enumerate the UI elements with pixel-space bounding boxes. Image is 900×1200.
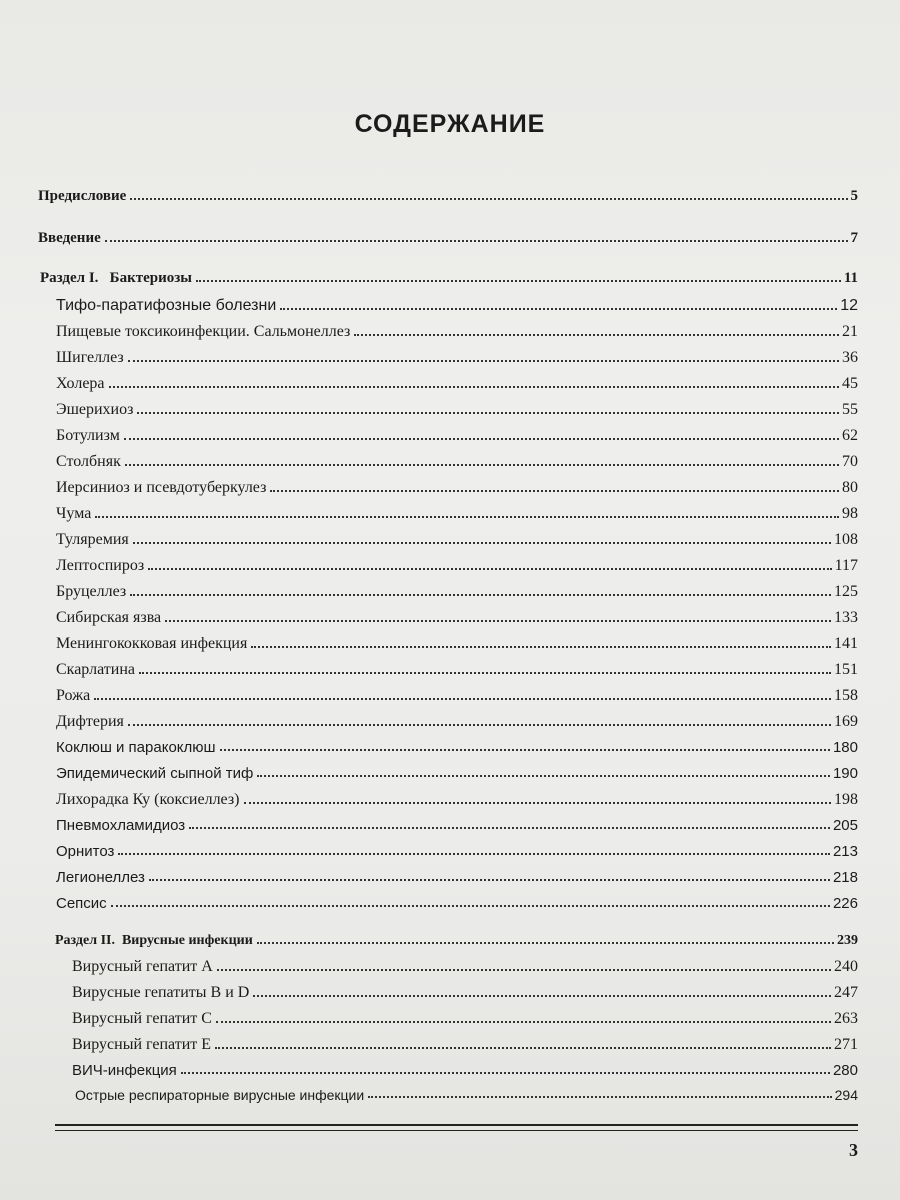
toc-entry-label: Иерсиниоз и псевдотуберкулез [56,479,267,496]
toc-entry[interactable] [56,687,858,705]
toc-entry[interactable] [56,323,858,341]
dot-leader [130,198,847,200]
dot-leader [165,620,831,622]
toc-entry-label: Дифтерия [56,713,124,730]
dot-leader [118,853,830,855]
toc-entry-label: Бруцеллез [56,583,127,600]
toc-entry-label: Сепсис [56,895,107,912]
toc-entry-page: 45 [842,375,858,392]
toc-entry-page: 158 [834,687,858,704]
dot-leader [280,308,837,310]
toc-entry-label: Введение [38,230,101,246]
toc-entry[interactable] [38,188,858,205]
toc-entry-label: Острые респираторные вирусные инфекции [75,1087,365,1103]
dot-leader [149,879,830,881]
dot-leader [105,240,848,242]
toc-entry-label: Коклюш и паракоклюш [56,739,216,756]
toc-entry-label: Эпидемический сыпной тиф [56,765,254,782]
dot-leader [257,775,830,777]
toc-entry[interactable] [56,427,858,445]
toc-entry-label: Легионеллез [56,869,145,886]
toc-entry-label: Лихорадка Ку (коксиеллез) [56,791,240,808]
toc-entry-page: 213 [832,843,858,860]
toc-entry[interactable] [72,958,858,976]
toc-entry-page: 36 [842,349,858,366]
toc-entry-page: 263 [834,1010,858,1027]
page-title: СОДЕРЖАНИЕ [354,110,546,138]
toc-entry-label: Пищевые токсикоинфекции. Сальмонеллез [56,323,351,340]
dot-leader [220,749,830,751]
toc-entry-label: Туляремия [56,531,129,548]
toc-entry-page: 180 [832,739,858,756]
toc-entry[interactable] [56,739,858,756]
toc-entry-label: Вирусные гепатиты В и D [72,984,250,1001]
toc-entry[interactable] [56,713,858,731]
dot-leader [128,360,839,362]
dot-leader [270,490,839,492]
dot-leader [216,1021,831,1023]
toc-entry-label: Раздел I. Бактериозы [40,270,192,286]
toc-entry[interactable] [56,869,858,886]
toc-entry-page: 133 [834,609,858,626]
dot-leader [124,438,839,440]
toc-entry-label: Ботулизм [56,427,120,444]
toc-entry-page: 108 [834,531,858,548]
toc-entry-label: Столбняк [56,453,121,470]
dot-leader [217,969,831,971]
toc-entry-page: 240 [834,958,858,975]
toc-entry[interactable] [56,375,858,393]
footer-rule [55,1124,858,1126]
toc-entry[interactable] [56,843,858,860]
toc-entry-label: Орнитоз [56,843,115,860]
dot-leader [215,1047,831,1049]
dot-leader [189,827,830,829]
toc-entry[interactable] [56,297,858,315]
toc-entry[interactable] [56,765,858,782]
toc-entry[interactable] [72,1010,858,1028]
toc-entry[interactable] [56,453,858,471]
toc-entry-page: 7 [850,230,858,246]
dot-leader [139,672,831,674]
toc-entry-page: 21 [842,323,858,340]
dot-leader [111,905,830,907]
dot-leader [133,542,831,544]
dot-leader [128,724,831,726]
toc-entry-page: 239 [837,933,858,948]
toc-entry-page: 151 [834,661,858,678]
toc-entry-page: 98 [842,505,858,522]
toc-entry-label: Вирусный гепатит А [72,958,213,975]
toc-entry[interactable] [56,817,858,834]
toc-entry-page: 80 [842,479,858,496]
toc-entry[interactable] [56,583,858,601]
toc-entry-page: 190 [832,765,858,782]
dot-leader [257,942,834,944]
toc-entry-page: 125 [834,583,858,600]
toc-entry[interactable] [56,557,858,575]
toc-entry-label: Сибирская язва [56,609,162,626]
toc-entry-label: Вирусный гепатит Е [72,1036,212,1053]
toc-entry[interactable] [56,609,858,627]
dot-leader [253,995,831,997]
toc-entry-label: Чума [56,505,92,522]
toc-entry-label: Шигеллез [56,349,124,366]
toc-entry-page: 11 [843,270,858,286]
toc-entry[interactable] [72,1036,858,1054]
dot-leader [196,280,841,282]
toc-entry-page: 226 [832,895,858,912]
dot-leader [125,464,839,466]
toc-entry-label: Холера [56,375,105,392]
toc-entry-page: 169 [834,713,858,730]
toc-entry[interactable] [75,1087,858,1103]
toc-entry-label: Пневмохламидиоз [56,817,186,834]
dot-leader [251,646,831,648]
toc-entry-page: 198 [834,791,858,808]
toc-entry-page: 55 [842,401,858,418]
toc-entry[interactable] [56,791,858,809]
toc-entry[interactable] [56,401,858,419]
dot-leader [94,698,831,700]
toc-entry-page: 247 [834,984,858,1001]
toc-entry-page: 5 [850,188,858,204]
toc-entry-label: Тифо-паратифозные болезни [56,297,277,314]
toc-entry-page: 70 [842,453,858,470]
page-number: 3 [849,1140,858,1160]
toc-entry-page: 12 [840,297,858,314]
toc-entry-page: 218 [832,869,858,886]
toc-entry-label: ВИЧ-инфекция [72,1062,177,1079]
toc-entry[interactable] [72,984,858,1002]
toc-entry[interactable] [38,230,858,247]
toc-entry-page: 62 [842,427,858,444]
toc-entry-page: 205 [832,817,858,834]
toc-entry-label: Раздел II. Вирусные инфекции [55,933,253,948]
toc-entry[interactable] [56,505,858,523]
toc-entry-page: 294 [834,1087,858,1103]
dot-leader [354,334,839,336]
toc-entry[interactable] [56,635,858,653]
toc-entry-label: Предисловие [38,188,127,204]
dot-leader [368,1096,831,1098]
toc-entry[interactable] [56,531,858,549]
toc-entry-label: Эшерихиоз [56,401,134,418]
toc-section-heading[interactable] [40,270,858,287]
toc-entry-label: Вирусный гепатит С [72,1010,212,1027]
toc-entry[interactable] [56,349,858,367]
toc-entry[interactable] [56,895,858,912]
toc-section-heading[interactable] [55,933,858,949]
toc-entry[interactable] [56,661,858,679]
dot-leader [130,594,831,596]
toc-entry[interactable] [56,479,858,497]
toc-entry-label: Рожа [56,687,91,704]
dot-leader [148,568,831,570]
toc-entry-page: 280 [832,1062,858,1079]
toc-entry[interactable] [72,1062,858,1079]
toc-entry-page: 141 [834,635,858,652]
dot-leader [137,412,839,414]
footer-rule-thin [55,1130,858,1131]
dot-leader [244,802,832,804]
dot-leader [181,1072,830,1074]
toc-entry-label: Менингококковая инфекция [56,635,248,652]
toc-entry-page: 271 [834,1036,858,1053]
toc-entry-page: 117 [834,557,858,574]
toc-entry-label: Скарлатина [56,661,135,678]
toc-entry-label: Лептоспироз [56,557,145,574]
dot-leader [109,386,839,388]
dot-leader [95,516,839,518]
